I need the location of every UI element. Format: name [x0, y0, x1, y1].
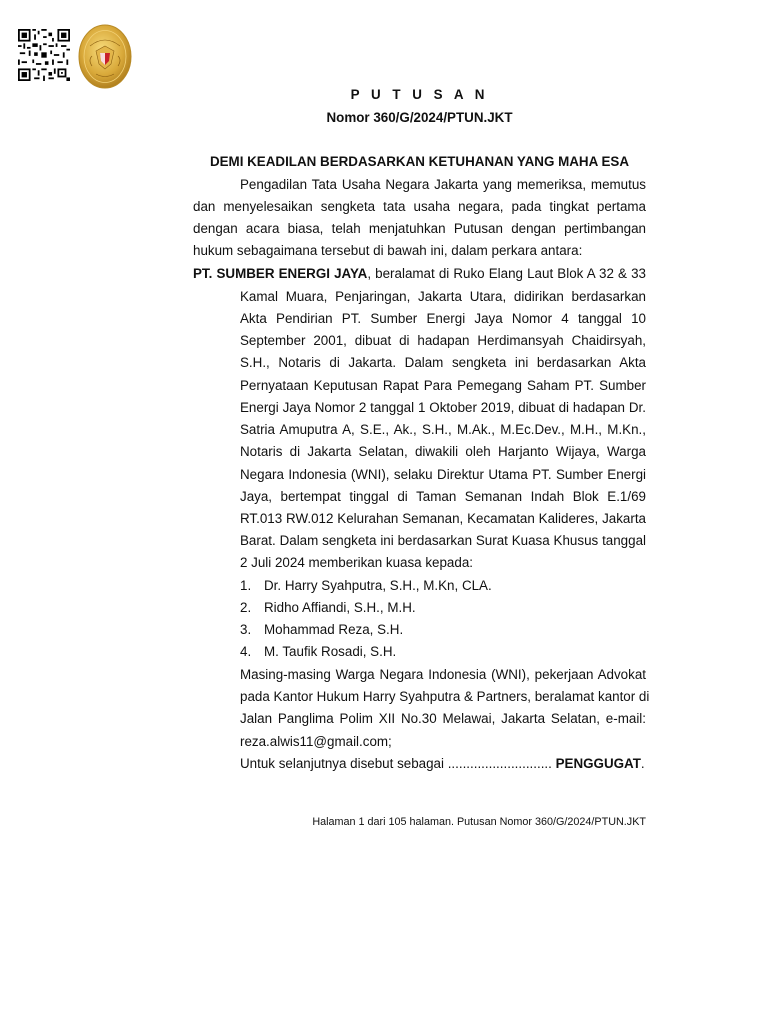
- party-line: September 2001, dibuat di hadapan Herdimansyah Chaidirsyah,: [240, 333, 646, 348]
- intro-line: dan menyelesaikan sengketa tata usaha negara, pada tingkat pertama: [193, 199, 646, 214]
- attorney-name: Ridho Affiandi, S.H., M.H.: [264, 600, 416, 615]
- supreme-court-seal-image: [78, 24, 132, 89]
- attorney-name: M. Taufik Rosadi, S.H.: [264, 644, 397, 659]
- attorney-list-item: [240, 641, 396, 663]
- party-name: PT. SUMBER ENERGI JAYA: [193, 266, 368, 281]
- designation-suffix: .: [640, 756, 645, 771]
- party-line: Energi Jaya Nomor 2 tanggal 1 Oktober 2019, dibuat di hadapan Dr.: [240, 400, 646, 415]
- plaintiff-label: PENGGUGAT: [555, 756, 641, 771]
- attorney-list-item: [240, 619, 403, 641]
- party-line: Barat. Dalam sengketa ini berdasarkan Surat Kuasa Khusus tanggal: [240, 533, 646, 548]
- designation-line: [240, 753, 646, 775]
- attorney-list-item: [240, 597, 416, 619]
- party-line: S.H., Notaris di Jakarta. Dalam sengketa ini berdasarkan Akta: [240, 355, 646, 370]
- list-number: 2.: [240, 600, 252, 615]
- list-number: 1.: [240, 578, 252, 593]
- party-line: RT.013 RW.012 Kelurahan Semanan, Kecamatan Kalideres, Jakarta: [240, 511, 646, 526]
- intro-line: dengan acara biasa, telah menjatuhkan Putusan dengan pertimbangan: [193, 221, 646, 236]
- party-line: Negara Indonesia (WNI), selaku Direktur Utama PT. Sumber Energi: [240, 467, 646, 482]
- designation-prefix: Untuk selanjutnya disebut sebagai ............................: [240, 756, 556, 771]
- closing-line: Masing-masing Warga Negara Indonesia (WNI), pekerjaan Advokat: [240, 667, 646, 682]
- party-line: Kamal Muara, Penjaringan, Jakarta Utara, didirikan berdasarkan: [240, 289, 646, 304]
- invocation-heading: DEMI KEADILAN BERDASARKAN KETUHANAN YANG MAHA ESA: [209, 154, 630, 169]
- list-number: 3.: [240, 622, 252, 637]
- page-footer: Halaman 1 dari 105 halaman. Putusan Nomor 360/G/2024/PTUN.JKT: [312, 816, 646, 828]
- attorney-name: Dr. Harry Syahputra, S.H., M.Kn, CLA.: [264, 578, 492, 593]
- closing-line: pada Kantor Hukum Harry Syahputra & Partners, beralamat kantor di: [240, 689, 650, 704]
- qr-code-image: [16, 29, 72, 81]
- party-line: Akta Pendirian PT. Sumber Energi Jaya Nomor 4 tanggal 10: [240, 311, 646, 326]
- attorney-list-item: [240, 575, 492, 597]
- list-number: 4.: [240, 644, 252, 659]
- party-address-start: , beralamat di Ruko Elang Laut Blok A 32 & 33: [367, 266, 646, 281]
- intro-line: hukum sebagaimana tersebut di bawah ini, dalam perkara antara:: [193, 243, 583, 258]
- party-first-line: [193, 263, 646, 285]
- party-line: 2 Juli 2024 memberikan kuasa kepada:: [240, 555, 473, 570]
- party-line: Jaya, bertempat tinggal di Taman Semanan Indah Blok E.1/69: [240, 489, 646, 504]
- decision-number: Nomor 360/G/2024/PTUN.JKT: [326, 110, 513, 125]
- intro-line: Pengadilan Tata Usaha Negara Jakarta yang memeriksa, memutus: [240, 177, 646, 192]
- party-line: Satria Amuputra A, S.E., Ak., S.H., M.Ak., M.Ec.Dev., M.H., M.Kn.,: [240, 422, 646, 437]
- party-line: Pernyataan Keputusan Rapat Para Pemegang Saham PT. Sumber: [240, 378, 646, 393]
- closing-line: reza.alwis11@gmail.com;: [240, 734, 392, 749]
- closing-line: Jalan Panglima Polim XII No.30 Melawai, Jakarta Selatan, e-mail:: [240, 711, 646, 726]
- party-line: Notaris di Jakarta Selatan, diwakili oleh Harjanto Wijaya, Warga: [240, 444, 646, 459]
- attorney-name: Mohammad Reza, S.H.: [264, 622, 404, 637]
- document-title: P U T U S A N: [350, 87, 489, 102]
